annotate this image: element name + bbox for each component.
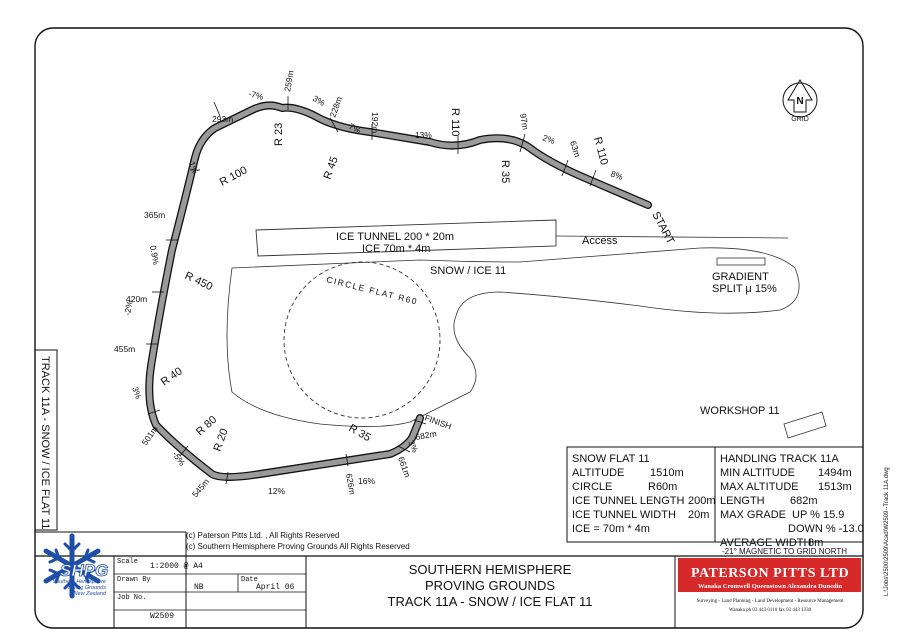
copyright-line-2: (c) Southern Hemisphere Proving Grounds All Rights Reserved [186,542,410,551]
snow-flat-value: 20m [688,509,710,521]
magnetic-note: -21° MAGNETIC TO GRID NORTH [722,547,847,556]
radius-label: R 450 [182,269,215,294]
north-arrow [783,80,817,123]
distance-label: 661m [396,455,413,479]
handling-key: MIN ALTITUDE [720,467,795,479]
snow-flat-value: 200m [688,495,716,507]
radius-label: R 45 [321,155,341,182]
drawn-value: NB [194,583,204,592]
handling-table [720,453,864,549]
workshop-building [784,412,826,438]
radius-label: R 23 [273,122,285,146]
handling-key: MAX GRADE [720,509,787,521]
handling-value: 1494m [818,467,852,479]
snow-flat-table [572,453,716,535]
handling-value: 682m [790,495,818,507]
logo-text: SHPG [60,561,109,580]
copyright-line-1: (c) Paterson Pitts Ltd. , All Rights Reserved [186,531,340,540]
workshop-label: WORKSHOP 11 [700,405,780,417]
radius-label: R 100 [217,164,250,189]
snow-flat-key: ALTITUDE [572,467,625,479]
grade-label: 3% [406,438,421,454]
gradient-split-rect [717,258,765,265]
radius-label: R 20 [211,427,231,454]
grade-label: 12% [268,486,286,496]
radius-label: R 110 [591,135,611,167]
grade-label: -2% [122,299,135,317]
logo-sub-2: Proving Grounds [64,585,106,591]
gradient-label-1: GRADIENT [712,271,769,283]
handling-key: HANDLING TRACK 11A [720,453,839,465]
circle-flat-label: CIRCLE FLAT R60 [325,274,420,307]
grade-label: 2% [541,132,557,147]
snow-flat-value: 1510m [650,467,684,479]
title-line-1: SOUTHERN HEMISPHERE [408,562,572,577]
drawn-label: Drawn By [117,576,151,584]
distance-label: 365m [144,210,166,220]
company-towns: Wanaka Cromwell Queenstown Alexandra Dunedin [698,583,842,590]
handling-key: LENGTH [720,495,765,507]
distance-label: 228m [327,95,345,119]
title-line-3: TRACK 11A - SNOW / ICE FLAT 11 [387,594,593,609]
company-contact: Wanaka ph 03 443 0110 fax 03 443 1330 [728,608,812,613]
start-label: START [649,209,677,247]
ice-tunnel-label-1: ICE TUNNEL 200 * 20m [336,231,454,243]
company-services: Surveying - Land Planning - Land Development - Resource Management [696,599,844,604]
grade-label: 16% [358,476,376,486]
snow-flat-value: R60m [648,481,678,493]
scale-value: 1:2000 @ A4 [150,562,203,571]
grade-label: -1% [186,157,201,175]
distance-label: 455m [114,344,136,354]
distance-label: 420m [126,294,148,304]
distance-label: 63m [568,139,583,159]
snow-flat-key: SNOW FLAT 11 [572,453,650,465]
snow-flat-key: ICE TUNNEL WIDTH [572,509,676,521]
company-name: PATERSON PITTS LTD [690,566,850,581]
radius-label: R 35 [346,422,373,445]
snow-flat-key: ICE = 70m * 4m [572,523,650,535]
file-reference: L:\Jobs\2500\2509\Acad\W2509--Track 11A.dwg [884,467,890,596]
grade-label: 3% [311,93,327,108]
distance-label: 97m [518,112,531,131]
handling-value: 1513m [818,481,852,493]
north-grid-label: GRID [791,116,809,123]
north-letter: N [796,96,804,107]
handling-value: 8m [808,537,824,549]
distance-label: 192m [370,112,380,134]
distance-label: 293m [212,114,234,124]
grade-label: 0.9% [148,244,162,266]
snow-ice-label: SNOW / ICE 11 [430,265,507,277]
radius-label: R 110 [449,108,461,137]
job-label: Job No. [117,594,147,602]
grade-label: 8% [609,168,625,183]
distance-label: 501m [139,423,160,448]
handling-key: MAX ALTITUDE [720,481,799,493]
radius-label: R 80 [193,413,220,439]
title-line-2: PROVING GROUNDS [424,578,556,593]
company-block [678,558,861,613]
date-label: Date [241,576,258,584]
snow-flat-key: CIRCLE [572,481,613,493]
access-label: Access [582,235,618,247]
handling-key: AVERAGE WIDTH [720,537,812,549]
grade-label: -13% [412,130,432,140]
grade-label: 3% [130,385,144,401]
distance-label: 545m [189,476,212,500]
logo-sub-3: New Zealand [73,591,106,597]
job-value: W2509 [150,612,175,621]
scale-label: Scale [117,558,139,566]
side-title: TRACK 11A - SNOW / ICE FLAT 11 [39,356,51,530]
logo-sub-1: Southern Hemisphere [52,579,106,585]
title-block-fields [117,558,295,621]
grade-label: 7% [347,121,363,136]
distance-label: 626m [344,472,358,496]
drawing-title [388,562,593,609]
finish-label: FINISH [423,412,453,432]
distance-label: 259m [282,69,296,93]
distance-label: 682m [414,428,438,442]
grade-label: -7% [247,88,265,102]
grade-label: -5% [170,449,188,468]
date-value: April 06 [256,583,295,592]
handling-value: DOWN % -13.0 [788,523,864,535]
snow-flat-key: ICE TUNNEL LENGTH [572,495,685,507]
handling-value: UP % 15.9 [792,509,845,521]
shpg-logo [46,536,108,597]
ice-tunnel-label-2: ICE 70m * 4m [362,243,431,255]
radius-label: R 40 [158,365,185,389]
radius-label: R 35 [499,160,511,184]
gradient-label-2: SPLIT μ 15% [712,283,777,295]
